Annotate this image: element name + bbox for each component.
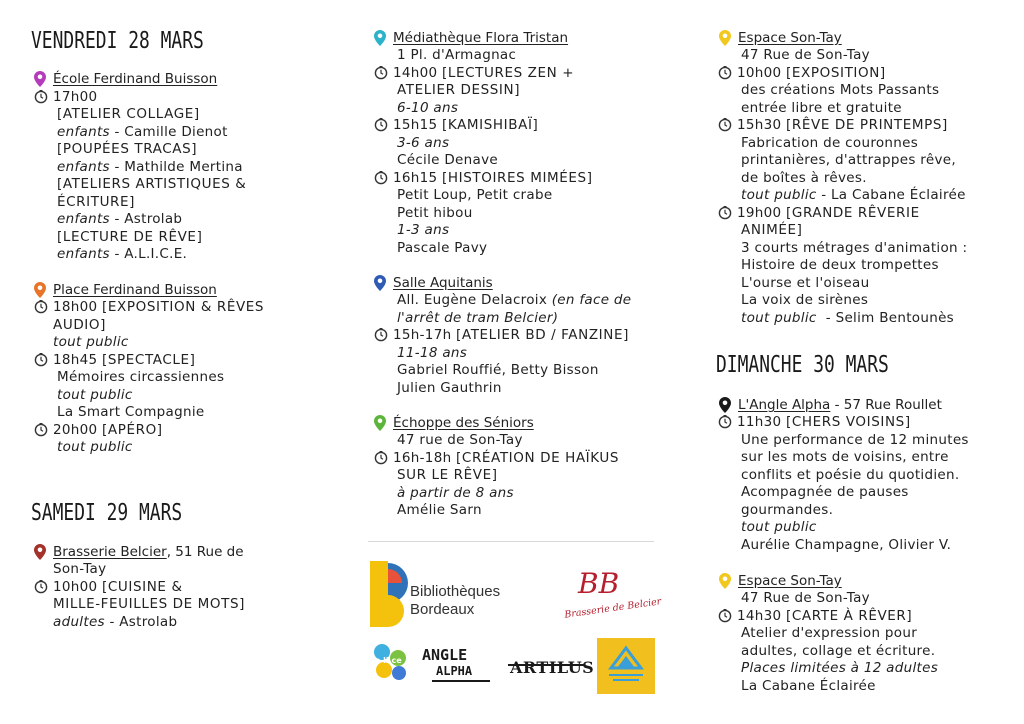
clock-icon	[374, 171, 388, 185]
event-audience: enfants - Astrolab	[57, 211, 183, 227]
event-desc: 3 courts métrages d'animation :	[741, 240, 968, 256]
event-audience: 6-10 ans	[397, 100, 459, 116]
logo-monogram: BB	[578, 567, 620, 600]
clock-icon	[718, 415, 732, 429]
event-organizer: Gabriel Rouffié, Betty Bisson	[397, 362, 599, 378]
map-pin-icon	[34, 282, 46, 298]
logo-text-line2: ALPHA	[436, 664, 473, 678]
event-line: 15h15 [KAMISHIBAÏ]	[393, 117, 538, 135]
event-time: 17h00	[53, 89, 97, 107]
venue-address: All. Eugène Delacroix (en face de	[397, 292, 632, 308]
venue-espace-son-tay-sunday	[738, 573, 842, 590]
venue-salle-aquitanis	[393, 275, 493, 292]
venue-name[interactable]: Échoppe des Séniors	[393, 415, 534, 431]
event-audience: à partir de 8 ans	[397, 485, 514, 501]
venue-name[interactable]: L'Angle Alpha	[738, 397, 831, 413]
event-title: [LECTURE DE RÊVE]	[57, 229, 203, 245]
logo-text-line1: Bibliothèques	[410, 583, 501, 600]
event-organizer: Aurélie Champagne, Olivier V.	[741, 537, 952, 553]
clock-icon	[718, 206, 732, 220]
bibliotheques-bordeaux-logo	[370, 561, 520, 627]
event-audience: 1-3 ans	[397, 222, 450, 238]
clock-icon	[718, 609, 732, 623]
event-desc: Une performance de 12 minutes	[741, 432, 969, 448]
clock-icon	[718, 66, 732, 80]
event-desc: sur les mots de voisins, entre	[741, 449, 949, 465]
day-heading-sunday: DIMANCHE 30 MARS	[716, 352, 889, 378]
venue-name[interactable]: Espace Son-Tay	[738, 30, 842, 46]
divider	[368, 541, 654, 542]
event-audience: 3-6 ans	[397, 135, 450, 151]
event-title-cont: ATELIER DESSIN]	[397, 82, 521, 98]
event-desc: Atelier d'expression pour	[741, 625, 918, 641]
venue-echoppe-des-seniors	[393, 415, 534, 432]
event-audience: tout public	[53, 334, 129, 350]
map-pin-icon	[374, 30, 386, 46]
event-title: [ATELIER COLLAGE]	[57, 106, 200, 122]
event-desc: Histoire de deux trompettes	[741, 257, 939, 273]
logo-text: ARTILUS	[510, 658, 595, 677]
venue-name[interactable]: Médiathèque Flora Tristan	[393, 30, 569, 46]
venue-address: 47 Rue de Son-Tay	[741, 47, 870, 63]
event-organizer: Pascale Pavy	[397, 240, 488, 256]
event-desc: Mémoires circassiennes	[57, 369, 225, 385]
venue-brasserie-belcier: Brasserie Belcier, 51 Rue de	[53, 544, 244, 561]
clock-icon	[34, 423, 48, 437]
event-audience: enfants - A.L.I.C.E.	[57, 246, 188, 262]
event-audience: tout public	[57, 387, 133, 403]
event-line: 15h-17h [ATELIER BD / FANZINE]	[393, 327, 629, 345]
venue-ecole-ferdinand-buisson	[53, 71, 217, 88]
venue-name[interactable]: École Ferdinand Buisson	[53, 71, 218, 87]
event-audience: tout public	[741, 519, 817, 535]
day-heading-friday: VENDREDI 28 MARS	[31, 28, 204, 54]
event-title-cont: MILLE-FEUILLES DE MOTS]	[53, 596, 246, 612]
event-line: 10h00 [EXPOSITION]	[737, 65, 886, 83]
event-desc: La voix de sirènes	[741, 292, 869, 308]
event-audience: Places limitées à 12 adultes	[741, 660, 939, 676]
event-title-cont: ÉCRITURE]	[57, 194, 136, 210]
event-line: 18h00 [EXPOSITION & RÊVES	[53, 299, 264, 317]
venue-espace-son-tay	[738, 30, 842, 47]
event-line: 16h-18h [CRÉATION DE HAÏKUS	[393, 450, 619, 468]
event-desc: gourmandes.	[741, 502, 834, 518]
logo-text-line2: Bordeaux	[410, 601, 475, 618]
map-pin-icon	[374, 415, 386, 431]
map-pin-icon	[374, 275, 386, 291]
la-cabane-eclairee-logo	[597, 638, 655, 694]
event-audience: tout public - La Cabane Éclairée	[741, 187, 966, 203]
event-line: 11h30 [CHERS VOISINS]	[737, 414, 911, 432]
event-desc: adultes, collage et écriture.	[741, 643, 936, 659]
event-desc: Petit Loup, Petit crabe	[397, 187, 553, 203]
event-line: 19h00 [GRANDE RÊVERIE	[737, 205, 920, 223]
alice-logo	[372, 644, 410, 684]
event-organizer: La Smart Compagnie	[57, 404, 205, 420]
artilus-logo	[508, 652, 595, 682]
map-pin-icon	[719, 30, 731, 46]
event-line: 15h30 [RÊVE DE PRINTEMPS]	[737, 117, 948, 135]
venue-place-ferdinand-buisson	[53, 282, 217, 299]
logo-text-line1: ANGLE	[422, 646, 468, 664]
event-audience: enfants - Camille Dienot	[57, 124, 228, 140]
venue-address: 1 Pl. d'Armagnac	[397, 47, 517, 63]
event-line: 10h00 [CUISINE &	[53, 579, 183, 597]
event-desc: Petit hibou	[397, 205, 473, 221]
event-audience: 11-18 ans	[397, 345, 468, 361]
event-organizer: Amélie Sarn	[397, 502, 482, 518]
map-pin-icon	[34, 544, 46, 560]
venue-name[interactable]: Brasserie Belcier	[53, 544, 167, 560]
clock-icon	[34, 580, 48, 594]
venue-angle-alpha: L'Angle Alpha - 57 Rue Roullet	[738, 397, 942, 414]
event-desc: printanières, d'attrappes rêve,	[741, 152, 956, 168]
venue-address: 47 Rue de Son-Tay	[741, 590, 870, 606]
event-organizer: Julien Gauthrin	[397, 380, 502, 396]
event-organizer: Cécile Denave	[397, 152, 498, 168]
event-line: 20h00 [APÉRO]	[53, 422, 163, 440]
clock-icon	[374, 66, 388, 80]
event-audience: enfants - Mathilde Mertina	[57, 159, 243, 175]
event-desc: conflits et poésie du quotidien.	[741, 467, 960, 483]
venue-name[interactable]: Place Ferdinand Buisson	[53, 282, 217, 298]
clock-icon	[374, 451, 388, 465]
clock-icon	[374, 328, 388, 342]
event-desc: Acompagnée de pauses	[741, 484, 909, 500]
event-title-cont: SUR LE RÊVE]	[397, 467, 498, 483]
event-line: 16h15 [HISTOIRES MIMÉES]	[393, 170, 593, 188]
clock-icon	[374, 118, 388, 132]
event-title-cont: AUDIO]	[53, 317, 106, 333]
event-audience: tout public - Selim Bentounès	[741, 310, 955, 326]
venue-address: Son-Tay	[53, 561, 107, 577]
clock-icon	[34, 90, 48, 104]
event-title: [ATELIERS ARTISTIQUES &	[57, 176, 247, 192]
venue-name[interactable]: Salle Aquitanis	[393, 275, 493, 291]
event-audience: adultes - Astrolab	[53, 614, 178, 630]
event-organizer: La Cabane Éclairée	[741, 678, 876, 694]
event-desc: Fabrication de couronnes	[741, 135, 919, 151]
clock-icon	[718, 118, 732, 132]
venue-mediatheque-flora-tristan	[393, 30, 568, 47]
clock-icon	[34, 300, 48, 314]
event-desc: entrée libre et gratuite	[741, 100, 902, 116]
brasserie-belcier-logo	[556, 567, 662, 623]
logo-text: a li ce	[375, 656, 402, 665]
logo-subtitle: Brasserie de Belcier	[563, 596, 662, 621]
clock-icon	[34, 353, 48, 367]
map-pin-icon	[719, 573, 731, 589]
map-pin-icon	[719, 397, 731, 413]
event-title: [POUPÉES TRACAS]	[57, 141, 198, 157]
event-desc: L'ourse et l'oiseau	[741, 275, 870, 291]
day-heading-saturday: SAMEDI 29 MARS	[31, 500, 183, 526]
event-desc: des créations Mots Passants	[741, 82, 940, 98]
venue-address: 47 rue de Son-Tay	[397, 432, 523, 448]
event-desc: de boîtes à rêves.	[741, 170, 867, 186]
event-title-cont: ANIMÉE]	[741, 222, 803, 238]
venue-name[interactable]: Espace Son-Tay	[738, 573, 842, 589]
angle-alpha-logo	[422, 646, 492, 686]
event-audience: tout public	[57, 439, 133, 455]
venue-address-note: l'arrêt de tram Belcier)	[397, 310, 559, 326]
event-line: 18h45 [SPECTACLE]	[53, 352, 196, 370]
map-pin-icon	[34, 71, 46, 87]
event-line: 14h30 [CARTE À RÊVER]	[737, 608, 912, 626]
event-line: 14h00 [LECTURES ZEN +	[393, 65, 574, 83]
